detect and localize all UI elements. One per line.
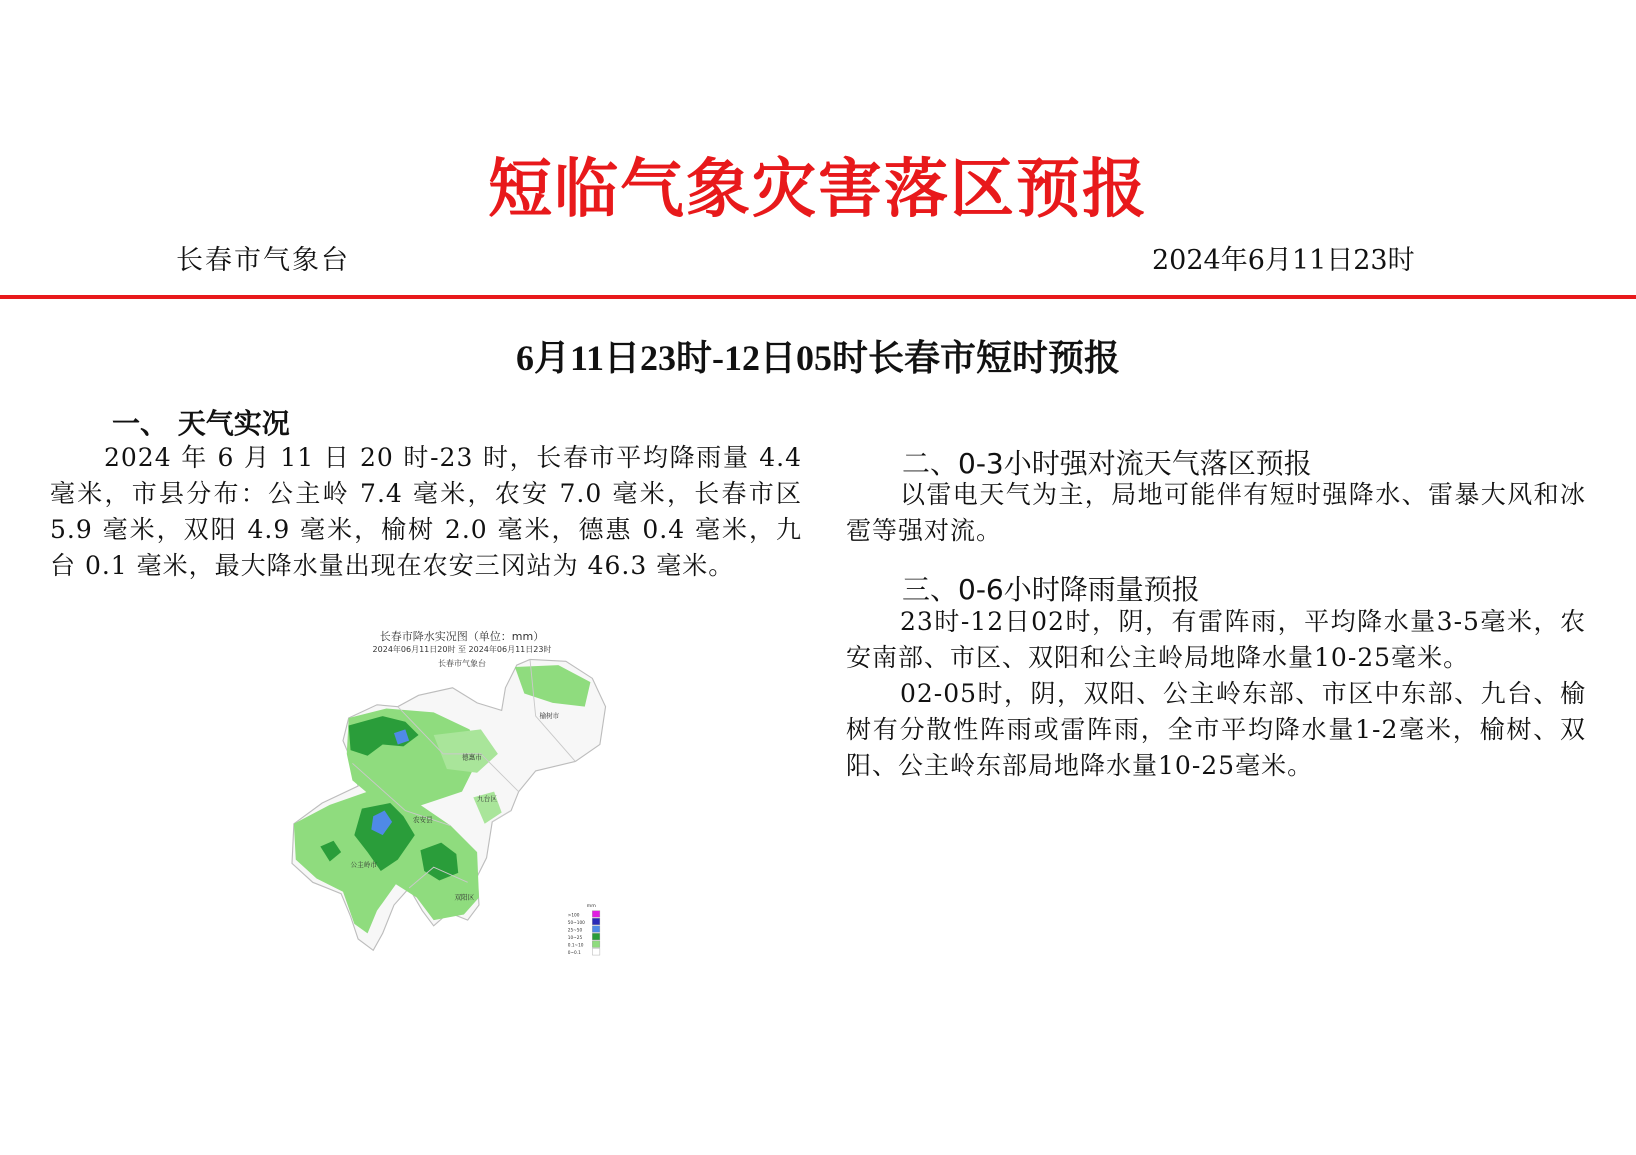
legend-swatch xyxy=(592,911,600,918)
precipitation-map xyxy=(282,650,642,990)
map-legend xyxy=(568,904,600,956)
legend-title: mm xyxy=(586,903,596,909)
legend-label: 0.1~10 xyxy=(567,943,584,949)
issuer: 长春市气象台 xyxy=(176,245,350,276)
section3-text-2: 02-05时，阴，双阳、公主岭东部、市区中东部、九台、榆树有分散性阵雨或雷阵雨，全市平均降水量1-2毫米，榆树、双阳、公主岭东部局地降水量10-25毫米。 xyxy=(846,679,1586,780)
section2-text: 以雷电天气为主，局地可能伴有短时强降水、雷暴大风和冰雹等强对流。 xyxy=(846,480,1586,545)
legend-label: 50~100 xyxy=(567,920,585,926)
legend-label: 25~50 xyxy=(567,928,583,934)
place-label-nongan: 农安县 xyxy=(412,815,433,824)
section1-heading: 一、 天气实况 xyxy=(112,407,290,440)
section1-text: 2024 年 6 月 11 日 20 时-23 时，长春市平均降雨量 4.4 毫米，市县分布：公主岭 7.4 毫米，农安 7.0 毫米，长春市区 5.9 毫米，双阳 4.9 毫米，榆树 2.0 毫米，德惠 0.4 毫米，九台 0.1 毫米，最大降水量出现在农安三冈站为 46.3 毫米。 xyxy=(50,443,802,580)
legend-label: >100 xyxy=(567,913,580,919)
place-label-yushu: 榆树市 xyxy=(539,712,560,720)
legend-swatch xyxy=(592,933,600,940)
place-label-shuangyang: 双阳区 xyxy=(454,893,475,902)
section2-heading: 二、0-3小时强对流天气落区预报 xyxy=(902,447,1312,480)
place-label-gongzhuling: 公主岭市 xyxy=(350,861,378,870)
forecast-subtitle: 6月11日23时-12日05时长春市短时预报 xyxy=(515,338,1120,378)
legend-label: 0~0.1 xyxy=(567,951,581,957)
legend-swatch xyxy=(592,941,600,948)
map-title: 长春市降水实况图（单位：mm） xyxy=(379,630,545,643)
place-label-dehui: 德惠市 xyxy=(462,753,482,762)
issue-time: 2024年6月11日23时 xyxy=(1152,245,1415,276)
page-title: 短临气象灾害落区预报 xyxy=(488,152,1148,227)
place-label-jiutai: 九台区 xyxy=(477,795,497,804)
map-time-range: 2024年06月11日20时 至 2024年06月11日23时 xyxy=(372,645,552,654)
legend-label: 10~25 xyxy=(567,936,583,941)
section3-heading: 三、0-6小时降雨量预报 xyxy=(902,573,1200,606)
legend-swatch xyxy=(592,918,600,925)
header-divider xyxy=(0,295,1636,299)
map-source: 长春市气象台 xyxy=(438,659,486,668)
section3-text-1: 23时-12日02时，阴，有雷阵雨，平均降水量3-5毫米，农安南部、市区、双阳和公主岭局地降水量10-25毫米。 xyxy=(846,607,1586,672)
legend-swatch xyxy=(592,926,600,933)
legend-swatch xyxy=(592,948,600,955)
